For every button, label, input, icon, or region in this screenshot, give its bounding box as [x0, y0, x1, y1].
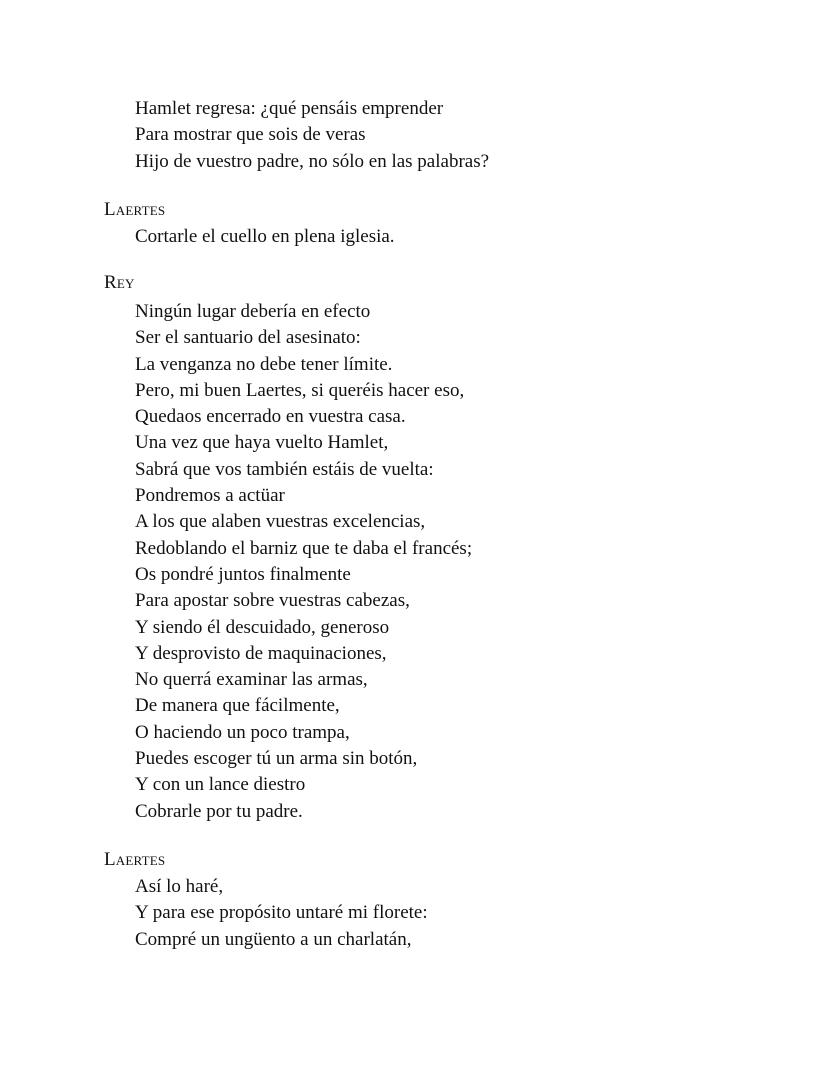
verse-line: Cobrarle por tu padre.: [135, 800, 303, 822]
verse-line: Y desprovisto de maquinaciones,: [135, 642, 387, 664]
verse-line: Hamlet regresa: ¿qué pensáis emprender: [135, 98, 444, 119]
verse-lines: [135, 96, 489, 175]
verse-line: Pondremos a actüar: [135, 485, 285, 507]
verse-line: No querrá examinar las armas,: [135, 669, 368, 691]
verse-line: O haciendo un poco trampa,: [135, 721, 350, 743]
verse-line: Hijo de vuestro padre, no sólo en las palabras?: [135, 150, 490, 172]
verse-line: A los que alaben vuestras excelencias,: [135, 511, 426, 533]
verse-line: Sabrá que vos también estáis de vuelta:: [135, 458, 434, 480]
verse-line: Y para ese propósito untaré mi florete:: [135, 902, 428, 924]
verse-line: Ser el santuario del asesinato:: [135, 327, 361, 349]
speaker-name: Laertes: [104, 849, 166, 870]
verse-lines: [135, 299, 472, 825]
verse-line: Cortarle el cuello en plena iglesia.: [135, 226, 395, 247]
verse-line: Os pondré juntos finalmente: [135, 563, 351, 585]
verse-lines: [135, 874, 428, 953]
speaker-name: Rey: [104, 272, 135, 293]
verse-line: Y siendo él descuidado, generoso: [135, 616, 390, 638]
verse-line: Puedes escoger tú un arma sin botón,: [135, 748, 418, 770]
verse-line: Quedaos encerrado en vuestra casa.: [135, 406, 406, 428]
verse-line: Compré un ungüento a un charlatán,: [135, 928, 412, 950]
verse-lines: [135, 224, 395, 250]
verse-line: Ningún lugar debería en efecto: [135, 301, 371, 322]
verse-line: La venganza no debe tener límite.: [135, 353, 393, 375]
verse-line: Pero, mi buen Laertes, si queréis hacer eso,: [135, 379, 465, 401]
verse-line: Una vez que haya vuelto Hamlet,: [135, 432, 389, 454]
verse-line: Para apostar sobre vuestras cabezas,: [135, 590, 410, 612]
verse-line: Redoblando el barniz que te daba el francés;: [135, 537, 473, 559]
verse-line: Para mostrar que sois de veras: [135, 124, 366, 146]
verse-line: De manera que fácilmente,: [135, 695, 340, 717]
speaker-name: Laertes: [104, 199, 166, 220]
verse-line: Y con un lance diestro: [135, 774, 306, 796]
verse-line: Así lo haré,: [135, 876, 224, 897]
